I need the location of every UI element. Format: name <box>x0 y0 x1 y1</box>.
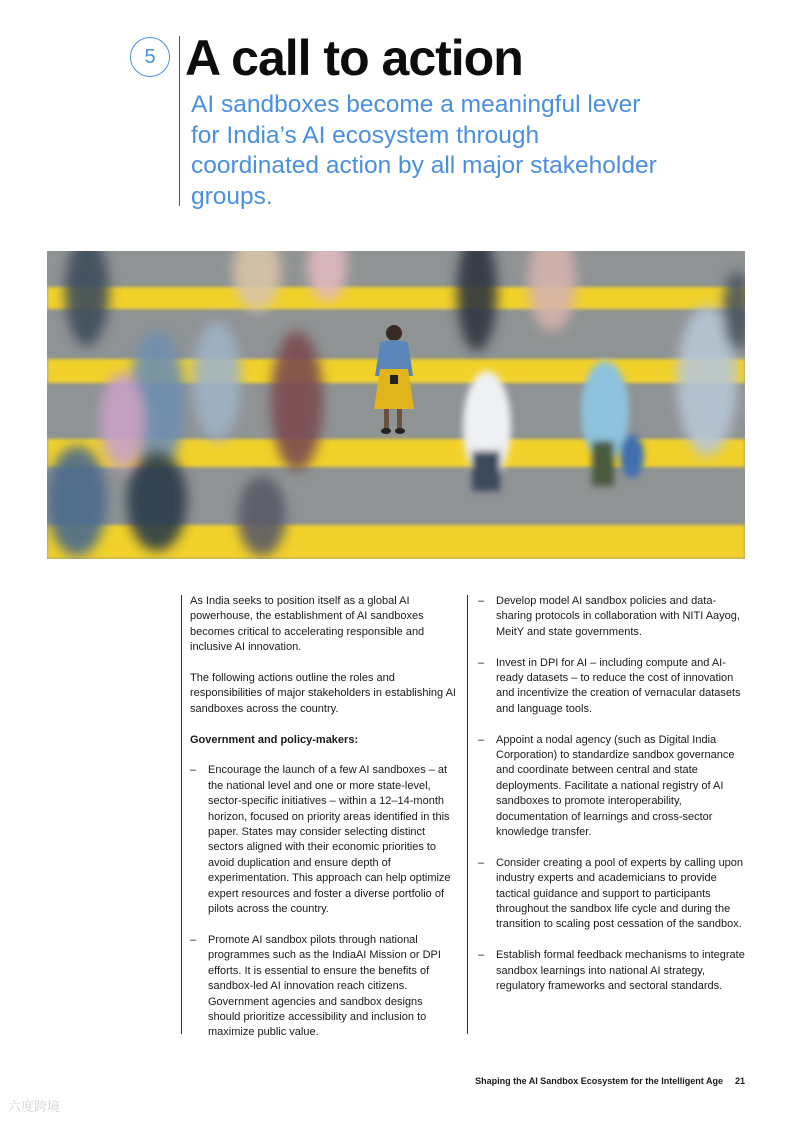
dash-bullet: – <box>478 856 485 869</box>
right-column <box>468 594 745 1010</box>
hero-photo-crosswalk-crowd <box>47 251 745 559</box>
list-item-text: Develop model AI sandbox policies and data-sharing protocols in collaboration with NITI Aayog, MeitY and state governments. <box>496 595 740 638</box>
page-number: 21 <box>734 1076 745 1086</box>
watermark: 六度跨境 <box>8 1099 61 1114</box>
footer-report-title: Shaping the AI Sandbox Ecosystem for the Intelligent Age <box>475 1076 723 1086</box>
dash-bullet: – <box>190 933 197 946</box>
left-column <box>190 594 458 1056</box>
action-list <box>190 763 458 1040</box>
title-divider <box>179 36 180 206</box>
list-item-text: Encourage the launch of a few AI sandboxes – at the national level and one or more state-level, sector-specific initiatives – within a 12–14-month horizon, focused on priority areas identified in this paper. States may consider selecting distinct sectors aligned with their economic priorities to avoid duplication and ensure depth of experimentation. This approach can help optimize expert resources and foster a diverse portfolio of pilots across the country. <box>208 764 451 916</box>
dash-bullet: – <box>478 733 485 746</box>
dash-bullet: – <box>478 595 485 607</box>
intro-paragraph: As India seeks to position itself as a global AI powerhouse, the establishment of AI sandboxes becomes critical to accelerating responsible and inclusive AI innovation. <box>190 595 425 654</box>
page-footer <box>475 1076 745 1086</box>
list-item-text: Invest in DPI for AI – including compute and AI-ready datasets – to reduce the cost of innovation and incentivize the creation of vernacular datasets and language tools. <box>496 656 741 715</box>
list-item <box>468 656 745 718</box>
list-item-text: Consider creating a pool of experts by calling upon industry experts and academicians to provide tactical guidance and support to participants throughout the sandbox life cycle and during the transition to scaling post cessation of the sandbox. <box>496 856 744 931</box>
section-heading: Government and policy-makers: <box>190 733 359 746</box>
list-item <box>468 733 745 841</box>
list-item <box>468 594 745 640</box>
chapter-number-badge: 5 <box>130 37 170 77</box>
dash-bullet: – <box>478 949 485 962</box>
list-item-text: Establish formal feedback mechanisms to integrate sandbox learnings into national AI strategy, regulatory frameworks and sectoral standards. <box>496 949 745 993</box>
intro-paragraph: The following actions outline the roles and responsibilities of major stakeholders in establishing AI sandboxes across the country. <box>190 672 456 715</box>
list-item <box>190 763 458 917</box>
page-title: A call to action <box>185 30 523 86</box>
left-column-rule <box>181 595 182 1034</box>
dash-bullet: – <box>190 764 197 777</box>
list-item <box>190 933 458 1041</box>
list-item-text: Appoint a nodal agency (such as Digital India Corporation) to standardize sandbox governance and coordinate between central and state deployments. Facilitate a national registry of AI sandboxes to promote interoperability, documentation of learnings and cross-sector knowledge transfer. <box>496 733 735 839</box>
action-list <box>468 594 745 995</box>
list-item <box>468 948 745 994</box>
dash-bullet: – <box>478 656 485 669</box>
list-item <box>468 856 745 933</box>
list-item-text: Promote AI sandbox pilots through national programmes such as the IndiaAI Mission or DPI efforts. It is essential to ensure the benefits of sandbox-led AI innovation reach citizens. Government agencies and sandbox designs should prioritize accessibility and inclusion to maximize public value. <box>208 933 441 1039</box>
lede-text: AI sandboxes become a meaningful lever for India’s AI ecosystem through coordinated action by all major stakeholder groups. <box>191 91 657 210</box>
